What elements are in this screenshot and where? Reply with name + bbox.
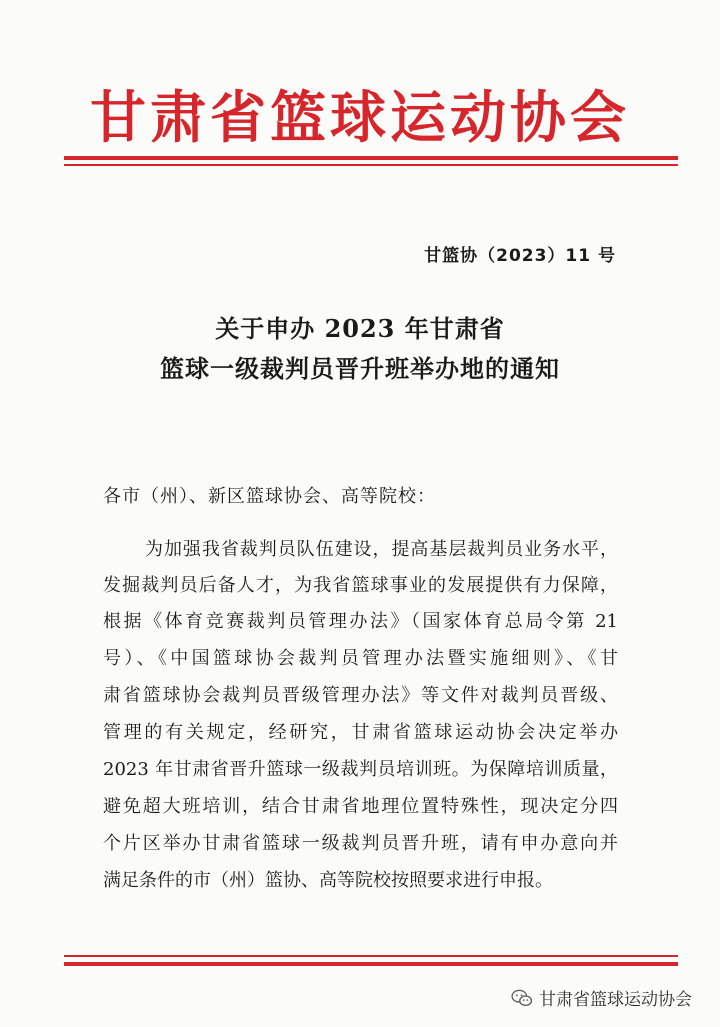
footer-rule-thick — [64, 962, 678, 966]
masthead-title: 甘肃省篮球运动协会 — [90, 85, 630, 151]
salutation: 各市（州）、新区篮球协会、高等院校： — [103, 486, 436, 507]
header-rule-thick — [64, 156, 678, 160]
source-name: 甘肃省篮球运动协会 — [539, 990, 692, 1010]
body-line: 2023 年甘肃省晋升篮球一级裁判员培训班。为保障培训质量， — [103, 759, 618, 780]
source-watermark — [511, 985, 692, 1010]
body-line: 发掘裁判员后备人才，为我省篮球事业的发展提供有力保障， — [103, 575, 618, 596]
body-line: 为加强我省裁判员队伍建设，提高基层裁判员业务水平， — [145, 539, 618, 560]
document-title-line1: 关于申办 2023 年甘肃省 — [215, 314, 505, 343]
wechat-icon — [511, 989, 533, 1007]
body-line: 号）、《中国篮球协会裁判员管理办法暨实施细则》、《甘 — [103, 648, 618, 669]
body-line: 管理的有关规定，经研究，甘肃省篮球运动协会决定举办 — [103, 722, 618, 743]
body-line: 满足条件的市（州）篮协、高等院校按照要求进行申报。 — [103, 870, 553, 891]
body-line: 根据《体育竞赛裁判员管理办法》（国家体育总局令第 21 — [103, 611, 618, 632]
footer-rule-thin — [64, 955, 678, 957]
document-number: 甘篮协（2023）11 号 — [424, 246, 616, 266]
header-rule-thin — [64, 164, 678, 166]
body-line: 个片区举办甘肃省篮球一级裁判员晋升班，请有申办意向并 — [103, 833, 618, 854]
body-line: 避免超大班培训，结合甘肃省地理位置特殊性，现决定分四 — [103, 796, 618, 817]
body-line: 肃省篮球协会裁判员晋级管理办法》等文件对裁判员晋级、 — [103, 685, 618, 706]
document-title-line2: 篮球一级裁判员晋升班举办地的通知 — [160, 354, 560, 383]
